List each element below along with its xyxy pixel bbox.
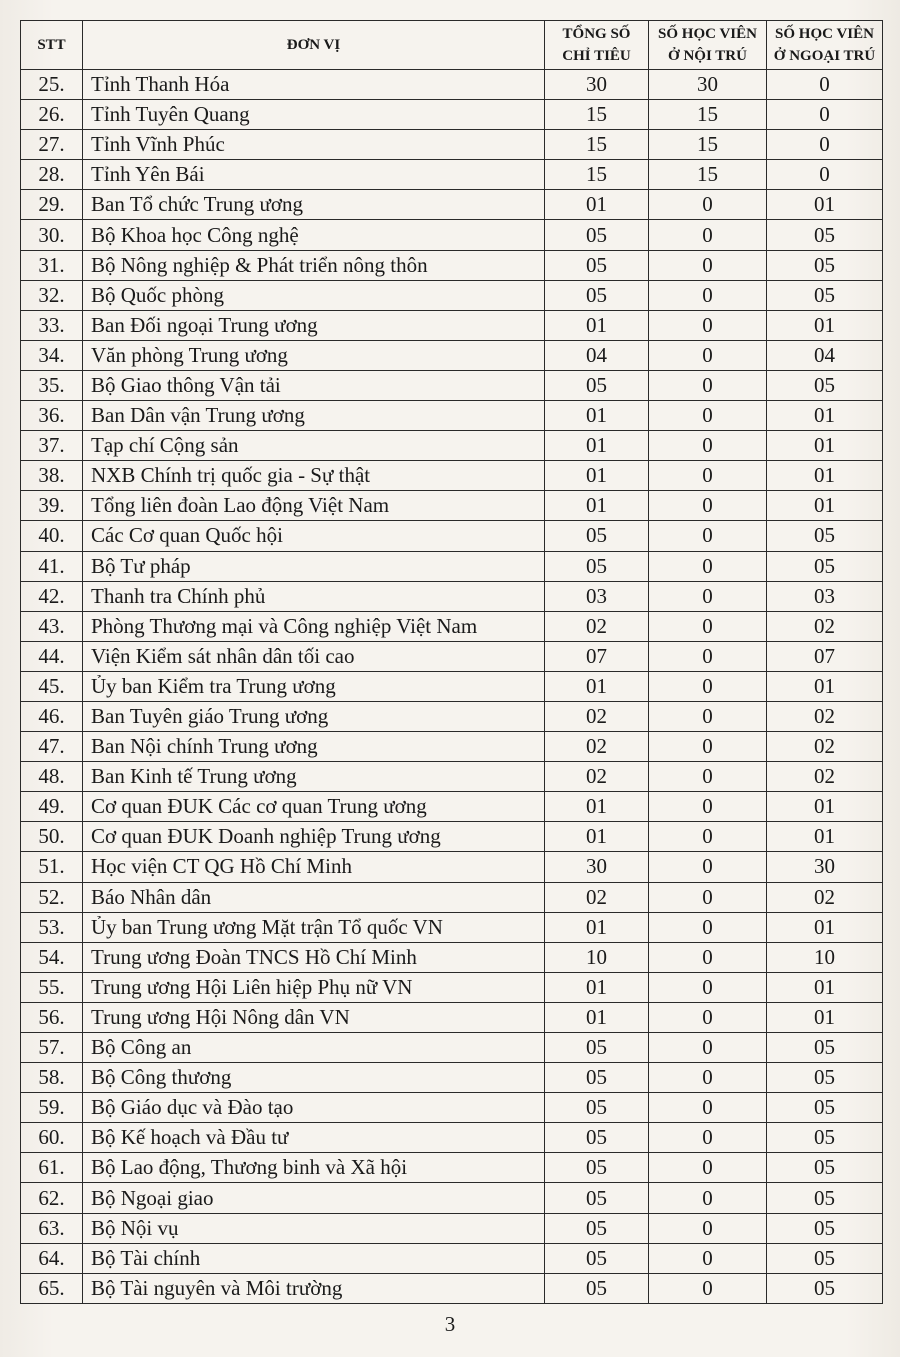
row-stt: 30. — [21, 220, 83, 250]
row-non-boarding-count: 01 — [767, 671, 883, 701]
row-non-boarding-count: 05 — [767, 551, 883, 581]
table-row — [21, 792, 883, 822]
row-total-quota: 01 — [545, 491, 649, 521]
row-unit-name: Tỉnh Thanh Hóa — [83, 70, 545, 100]
row-total-quota: 05 — [545, 370, 649, 400]
row-non-boarding-count: 05 — [767, 1033, 883, 1063]
header-tong-so — [545, 21, 649, 70]
row-total-quota: 02 — [545, 882, 649, 912]
row-non-boarding-count: 05 — [767, 1183, 883, 1213]
row-stt: 52. — [21, 882, 83, 912]
row-stt: 46. — [21, 701, 83, 731]
row-boarding-count: 0 — [649, 1123, 767, 1153]
row-unit-name: Học viện CT QG Hồ Chí Minh — [83, 852, 545, 882]
row-unit-name: Bộ Lao động, Thương binh và Xã hội — [83, 1153, 545, 1183]
row-boarding-count: 0 — [649, 250, 767, 280]
table-row — [21, 461, 883, 491]
row-boarding-count: 0 — [649, 611, 767, 641]
row-stt: 25. — [21, 70, 83, 100]
row-non-boarding-count: 0 — [767, 100, 883, 130]
table-body — [21, 70, 883, 1304]
row-boarding-count: 0 — [649, 461, 767, 491]
row-boarding-count: 0 — [649, 942, 767, 972]
row-stt: 40. — [21, 521, 83, 551]
row-stt: 39. — [21, 491, 83, 521]
table-row — [21, 1093, 883, 1123]
row-total-quota: 02 — [545, 762, 649, 792]
row-stt: 61. — [21, 1153, 83, 1183]
row-non-boarding-count: 30 — [767, 852, 883, 882]
table-row — [21, 732, 883, 762]
row-unit-name: Ủy ban Kiểm tra Trung ương — [83, 671, 545, 701]
row-total-quota: 01 — [545, 190, 649, 220]
row-non-boarding-count: 01 — [767, 401, 883, 431]
row-non-boarding-count: 02 — [767, 701, 883, 731]
row-stt: 32. — [21, 280, 83, 310]
row-non-boarding-count: 01 — [767, 822, 883, 852]
table-row — [21, 1243, 883, 1273]
row-unit-name: Bộ Ngoại giao — [83, 1183, 545, 1213]
row-non-boarding-count: 01 — [767, 1002, 883, 1032]
row-boarding-count: 0 — [649, 701, 767, 731]
row-unit-name: Tỉnh Vĩnh Phúc — [83, 130, 545, 160]
row-unit-name: Ban Kinh tế Trung ương — [83, 762, 545, 792]
row-boarding-count: 0 — [649, 641, 767, 671]
row-boarding-count: 0 — [649, 431, 767, 461]
row-boarding-count: 15 — [649, 160, 767, 190]
row-stt: 44. — [21, 641, 83, 671]
row-unit-name: Văn phòng Trung ương — [83, 340, 545, 370]
row-boarding-count: 0 — [649, 671, 767, 701]
row-boarding-count: 0 — [649, 1063, 767, 1093]
table-row — [21, 280, 883, 310]
row-total-quota: 05 — [545, 220, 649, 250]
page-number: 3 — [444, 1312, 456, 1336]
row-total-quota: 05 — [545, 521, 649, 551]
table-row — [21, 611, 883, 641]
row-non-boarding-count: 05 — [767, 1123, 883, 1153]
row-non-boarding-count: 01 — [767, 491, 883, 521]
row-boarding-count: 0 — [649, 1243, 767, 1273]
row-unit-name: Thanh tra Chính phủ — [83, 581, 545, 611]
row-boarding-count: 0 — [649, 551, 767, 581]
row-unit-name: Báo Nhân dân — [83, 882, 545, 912]
row-boarding-count: 0 — [649, 190, 767, 220]
allocation-table — [20, 20, 883, 1304]
table-row — [21, 1123, 883, 1153]
row-total-quota: 03 — [545, 581, 649, 611]
row-unit-name: Bộ Tư pháp — [83, 551, 545, 581]
row-stt: 49. — [21, 792, 83, 822]
row-total-quota: 01 — [545, 972, 649, 1002]
row-unit-name: Cơ quan ĐUK Doanh nghiệp Trung ương — [83, 822, 545, 852]
row-non-boarding-count: 05 — [767, 280, 883, 310]
row-total-quota: 01 — [545, 401, 649, 431]
row-non-boarding-count: 02 — [767, 762, 883, 792]
row-non-boarding-count: 01 — [767, 972, 883, 1002]
table-row — [21, 250, 883, 280]
row-stt: 59. — [21, 1093, 83, 1123]
row-non-boarding-count: 01 — [767, 310, 883, 340]
row-unit-name: Ban Dân vận Trung ương — [83, 401, 545, 431]
row-unit-name: Trung ương Hội Liên hiệp Phụ nữ VN — [83, 972, 545, 1002]
row-non-boarding-count: 03 — [767, 581, 883, 611]
row-non-boarding-count: 05 — [767, 1243, 883, 1273]
row-total-quota: 02 — [545, 611, 649, 641]
row-total-quota: 05 — [545, 1123, 649, 1153]
row-stt: 38. — [21, 461, 83, 491]
row-non-boarding-count: 02 — [767, 882, 883, 912]
table-row — [21, 190, 883, 220]
row-stt: 31. — [21, 250, 83, 280]
table-row — [21, 852, 883, 882]
row-stt: 33. — [21, 310, 83, 340]
row-boarding-count: 0 — [649, 1002, 767, 1032]
header-don-vi: ĐƠN VỊ — [83, 21, 545, 70]
table-row — [21, 1153, 883, 1183]
table-row — [21, 340, 883, 370]
row-non-boarding-count: 01 — [767, 912, 883, 942]
row-boarding-count: 0 — [649, 491, 767, 521]
row-unit-name: Ban Đối ngoại Trung ương — [83, 310, 545, 340]
row-total-quota: 07 — [545, 641, 649, 671]
row-total-quota: 30 — [545, 852, 649, 882]
table-row — [21, 100, 883, 130]
table-row — [21, 1183, 883, 1213]
row-stt: 41. — [21, 551, 83, 581]
row-unit-name: Trung ương Hội Nông dân VN — [83, 1002, 545, 1032]
row-stt: 34. — [21, 340, 83, 370]
row-total-quota: 05 — [545, 1243, 649, 1273]
row-boarding-count: 0 — [649, 280, 767, 310]
row-unit-name: Bộ Quốc phòng — [83, 280, 545, 310]
header-ngoai-tru — [767, 21, 883, 70]
row-stt: 58. — [21, 1063, 83, 1093]
row-non-boarding-count: 05 — [767, 521, 883, 551]
table-row — [21, 401, 883, 431]
row-non-boarding-count: 04 — [767, 340, 883, 370]
row-total-quota: 05 — [545, 1273, 649, 1303]
header-noi-tru-line-2: Ở NỘI TRÚ — [668, 48, 747, 64]
table-row — [21, 70, 883, 100]
row-total-quota: 05 — [545, 1033, 649, 1063]
row-unit-name: Bộ Nội vụ — [83, 1213, 545, 1243]
table-row — [21, 1002, 883, 1032]
row-total-quota: 05 — [545, 1183, 649, 1213]
row-stt: 29. — [21, 190, 83, 220]
row-unit-name: Bộ Kế hoạch và Đầu tư — [83, 1123, 545, 1153]
table-row — [21, 1063, 883, 1093]
row-total-quota: 05 — [545, 1063, 649, 1093]
row-total-quota: 05 — [545, 280, 649, 310]
row-total-quota: 01 — [545, 1002, 649, 1032]
row-non-boarding-count: 0 — [767, 130, 883, 160]
row-stt: 35. — [21, 370, 83, 400]
table-row — [21, 1033, 883, 1063]
table-row — [21, 370, 883, 400]
row-unit-name: Tạp chí Cộng sản — [83, 431, 545, 461]
row-boarding-count: 0 — [649, 310, 767, 340]
row-boarding-count: 0 — [649, 792, 767, 822]
header-noi-tru — [649, 21, 767, 70]
row-boarding-count: 0 — [649, 521, 767, 551]
row-stt: 28. — [21, 160, 83, 190]
table-header-row — [21, 21, 883, 70]
row-boarding-count: 0 — [649, 1033, 767, 1063]
row-non-boarding-count: 05 — [767, 250, 883, 280]
row-boarding-count: 0 — [649, 1093, 767, 1123]
row-non-boarding-count: 01 — [767, 190, 883, 220]
row-boarding-count: 0 — [649, 762, 767, 792]
row-stt: 65. — [21, 1273, 83, 1303]
row-non-boarding-count: 10 — [767, 942, 883, 972]
row-non-boarding-count: 05 — [767, 1063, 883, 1093]
table-row — [21, 220, 883, 250]
table-row — [21, 551, 883, 581]
header-stt: STT — [21, 21, 83, 70]
row-unit-name: Ủy ban Trung ương Mặt trận Tổ quốc VN — [83, 912, 545, 942]
row-stt: 51. — [21, 852, 83, 882]
row-boarding-count: 15 — [649, 130, 767, 160]
row-total-quota: 05 — [545, 551, 649, 581]
row-non-boarding-count: 01 — [767, 792, 883, 822]
table-row — [21, 160, 883, 190]
table-row — [21, 1213, 883, 1243]
row-non-boarding-count: 0 — [767, 70, 883, 100]
row-unit-name: Ban Tổ chức Trung ương — [83, 190, 545, 220]
row-stt: 37. — [21, 431, 83, 461]
header-noi-tru-line-1: SỐ HỌC VIÊN — [658, 26, 757, 42]
table-row — [21, 521, 883, 551]
row-stt: 43. — [21, 611, 83, 641]
row-non-boarding-count: 05 — [767, 220, 883, 250]
row-boarding-count: 0 — [649, 1273, 767, 1303]
row-stt: 60. — [21, 1123, 83, 1153]
row-boarding-count: 0 — [649, 1183, 767, 1213]
table-row — [21, 942, 883, 972]
row-boarding-count: 0 — [649, 401, 767, 431]
row-non-boarding-count: 02 — [767, 732, 883, 762]
row-total-quota: 02 — [545, 732, 649, 762]
row-non-boarding-count: 07 — [767, 641, 883, 671]
row-stt: 64. — [21, 1243, 83, 1273]
row-non-boarding-count: 05 — [767, 1213, 883, 1243]
row-total-quota: 01 — [545, 912, 649, 942]
row-unit-name: Bộ Khoa học Công nghệ — [83, 220, 545, 250]
row-boarding-count: 0 — [649, 340, 767, 370]
row-unit-name: Cơ quan ĐUK Các cơ quan Trung ương — [83, 792, 545, 822]
row-total-quota: 01 — [545, 822, 649, 852]
header-tong-so-line-1: TỔNG SỐ — [562, 26, 631, 42]
row-boarding-count: 0 — [649, 972, 767, 1002]
row-unit-name: Tỉnh Tuyên Quang — [83, 100, 545, 130]
row-boarding-count: 15 — [649, 100, 767, 130]
row-total-quota: 01 — [545, 310, 649, 340]
row-stt: 57. — [21, 1033, 83, 1063]
row-unit-name: Các Cơ quan Quốc hội — [83, 521, 545, 551]
row-unit-name: Ban Tuyên giáo Trung ương — [83, 701, 545, 731]
row-stt: 53. — [21, 912, 83, 942]
row-non-boarding-count: 02 — [767, 611, 883, 641]
header-ngoai-tru-line-2: Ở NGOẠI TRÚ — [773, 48, 876, 64]
row-total-quota: 01 — [545, 431, 649, 461]
row-non-boarding-count: 05 — [767, 370, 883, 400]
row-total-quota: 30 — [545, 70, 649, 100]
table-row — [21, 641, 883, 671]
row-unit-name: Bộ Công an — [83, 1033, 545, 1063]
row-total-quota: 01 — [545, 461, 649, 491]
table-row — [21, 762, 883, 792]
table-row — [21, 431, 883, 461]
row-stt: 48. — [21, 762, 83, 792]
header-ngoai-tru-line-1: SỐ HỌC VIÊN — [775, 26, 874, 42]
row-boarding-count: 30 — [649, 70, 767, 100]
row-total-quota: 02 — [545, 701, 649, 731]
row-total-quota: 01 — [545, 792, 649, 822]
row-unit-name: Bộ Giao thông Vận tải — [83, 370, 545, 400]
row-unit-name: Bộ Nông nghiệp & Phát triển nông thôn — [83, 250, 545, 280]
row-unit-name: Bộ Công thương — [83, 1063, 545, 1093]
row-stt: 50. — [21, 822, 83, 852]
row-unit-name: Tổng liên đoàn Lao động Việt Nam — [83, 491, 545, 521]
row-unit-name: Bộ Giáo dục và Đào tạo — [83, 1093, 545, 1123]
row-unit-name: Ban Nội chính Trung ương — [83, 732, 545, 762]
row-boarding-count: 0 — [649, 822, 767, 852]
row-boarding-count: 0 — [649, 220, 767, 250]
row-total-quota: 04 — [545, 340, 649, 370]
table-row — [21, 310, 883, 340]
row-non-boarding-count: 05 — [767, 1273, 883, 1303]
table-row — [21, 822, 883, 852]
row-non-boarding-count: 0 — [767, 160, 883, 190]
row-total-quota: 05 — [545, 1093, 649, 1123]
table-row — [21, 1273, 883, 1303]
row-non-boarding-count: 01 — [767, 461, 883, 491]
row-total-quota: 05 — [545, 1213, 649, 1243]
row-total-quota: 10 — [545, 942, 649, 972]
row-boarding-count: 0 — [649, 912, 767, 942]
row-stt: 26. — [21, 100, 83, 130]
row-boarding-count: 0 — [649, 1153, 767, 1183]
row-stt: 54. — [21, 942, 83, 972]
table-row — [21, 972, 883, 1002]
header-tong-so-line-2: CHỈ TIÊU — [562, 48, 631, 64]
row-stt: 56. — [21, 1002, 83, 1032]
row-boarding-count: 0 — [649, 581, 767, 611]
row-unit-name: Tỉnh Yên Bái — [83, 160, 545, 190]
row-boarding-count: 0 — [649, 882, 767, 912]
row-unit-name: Trung ương Đoàn TNCS Hồ Chí Minh — [83, 942, 545, 972]
table-row — [21, 912, 883, 942]
row-total-quota: 05 — [545, 1153, 649, 1183]
row-total-quota: 15 — [545, 160, 649, 190]
row-total-quota: 15 — [545, 100, 649, 130]
row-boarding-count: 0 — [649, 732, 767, 762]
table-row — [21, 701, 883, 731]
row-total-quota: 15 — [545, 130, 649, 160]
table-row — [21, 671, 883, 701]
row-stt: 36. — [21, 401, 83, 431]
row-boarding-count: 0 — [649, 852, 767, 882]
row-unit-name: NXB Chính trị quốc gia - Sự thật — [83, 461, 545, 491]
row-unit-name: Bộ Tài nguyên và Môi trường — [83, 1273, 545, 1303]
row-stt: 45. — [21, 671, 83, 701]
row-stt: 27. — [21, 130, 83, 160]
row-non-boarding-count: 05 — [767, 1093, 883, 1123]
row-non-boarding-count: 05 — [767, 1153, 883, 1183]
row-boarding-count: 0 — [649, 1213, 767, 1243]
row-boarding-count: 0 — [649, 370, 767, 400]
row-stt: 42. — [21, 581, 83, 611]
row-unit-name: Bộ Tài chính — [83, 1243, 545, 1273]
row-stt: 55. — [21, 972, 83, 1002]
row-unit-name: Viện Kiểm sát nhân dân tối cao — [83, 641, 545, 671]
row-total-quota: 01 — [545, 671, 649, 701]
row-stt: 63. — [21, 1213, 83, 1243]
table-row — [21, 130, 883, 160]
table-row — [21, 491, 883, 521]
row-stt: 47. — [21, 732, 83, 762]
table-row — [21, 882, 883, 912]
row-stt: 62. — [21, 1183, 83, 1213]
row-unit-name: Phòng Thương mại và Công nghiệp Việt Nam — [83, 611, 545, 641]
row-non-boarding-count: 01 — [767, 431, 883, 461]
table-row — [21, 581, 883, 611]
row-total-quota: 05 — [545, 250, 649, 280]
